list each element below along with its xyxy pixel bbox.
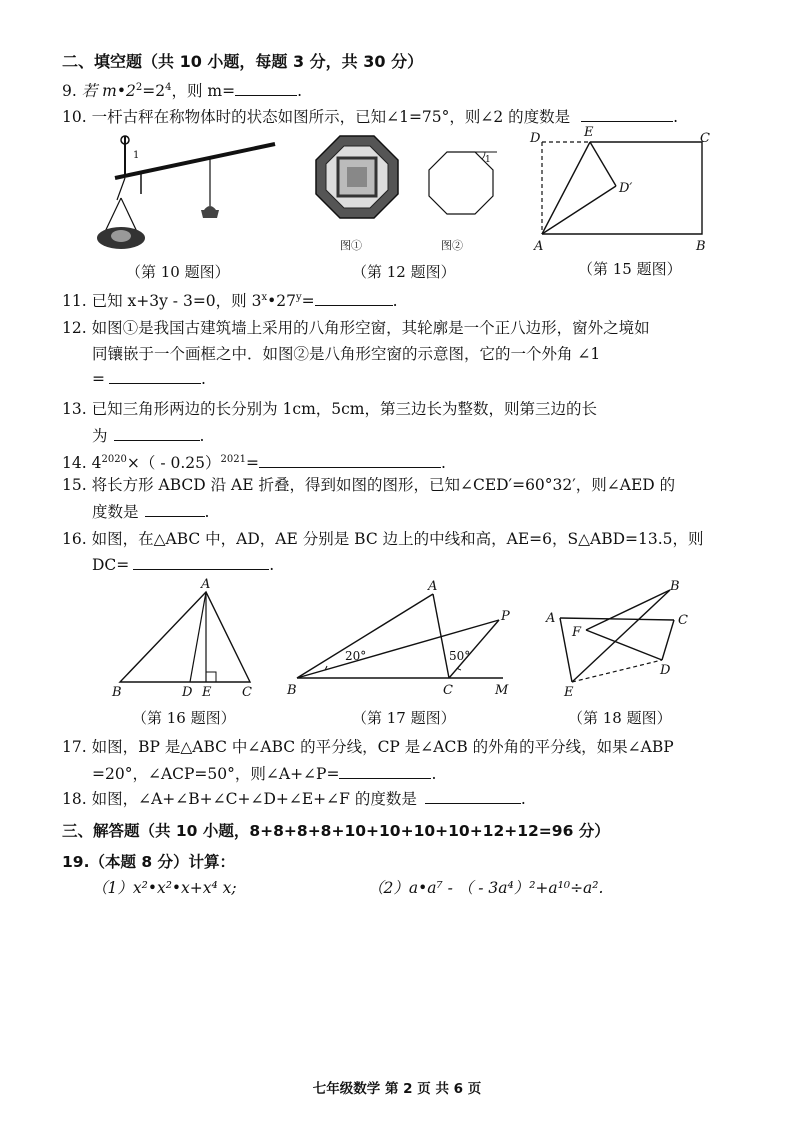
q10-number: 10. bbox=[62, 108, 87, 126]
question-19-part1: （1）x²•x²•x+x⁴ x; bbox=[92, 879, 237, 897]
q10-answer-blank[interactable] bbox=[581, 107, 673, 122]
fig15-label-Dprime: D′ bbox=[619, 181, 633, 196]
figure-17-triangle-bisectors bbox=[285, 578, 525, 698]
q14-base: 4 bbox=[91, 454, 102, 472]
figure-16-triangle bbox=[110, 578, 270, 698]
fig17-angle-20: 20° bbox=[345, 649, 367, 663]
fig12-label-1: 图① bbox=[340, 239, 362, 252]
q16-answer-blank[interactable] bbox=[133, 555, 269, 570]
caption-fig18: （第 18 题图） bbox=[568, 709, 672, 727]
fig16-label-A: A bbox=[201, 577, 211, 592]
caption-fig15: （第 15 题图） bbox=[578, 260, 682, 278]
question-18 bbox=[62, 787, 526, 809]
q9-answer-blank[interactable] bbox=[235, 81, 297, 96]
q16-text-2: DC= bbox=[92, 556, 130, 574]
q13-number: 13. bbox=[62, 400, 87, 418]
section-3-heading: 三、解答题（共 10 小题，8+8+8+8+10+10+10+10+12+12=96 分） bbox=[62, 822, 610, 840]
question-11 bbox=[62, 289, 398, 311]
caption-fig16: （第 16 题图） bbox=[132, 709, 236, 727]
caption-fig17: （第 17 题图） bbox=[352, 709, 456, 727]
question-9 bbox=[62, 79, 302, 101]
question-12-line3 bbox=[92, 369, 206, 388]
q9-number: 9. bbox=[62, 82, 77, 100]
q9-exp2: 4 bbox=[165, 81, 172, 93]
fig15-label-E: E bbox=[584, 125, 594, 140]
q17-answer-blank[interactable] bbox=[339, 764, 431, 779]
q14-post: = bbox=[245, 454, 259, 472]
figure-18-angles bbox=[540, 578, 700, 698]
fig17-label-P: P bbox=[501, 609, 510, 624]
q9-exp1: 2 bbox=[135, 81, 143, 93]
q11-end: . bbox=[392, 292, 398, 310]
q11-exp1: x bbox=[261, 291, 268, 303]
q12-text-1: 如图①是我国古建筑墙上采用的八角形空窗，其轮廓是一个正八边形，窗外之境如 bbox=[91, 319, 650, 337]
fig17-label-A: A bbox=[428, 579, 438, 594]
q15-text-2: 度数是 bbox=[92, 503, 139, 521]
figure-15-folded-rectangle bbox=[530, 125, 720, 258]
question-16-line2 bbox=[92, 555, 274, 574]
q9-mid: =2 bbox=[142, 82, 166, 100]
section-2-heading: 二、填空题（共 10 小题，每题 3 分，共 30 分） bbox=[62, 52, 424, 71]
q15-answer-blank[interactable] bbox=[145, 502, 205, 517]
q13-end: . bbox=[199, 427, 205, 445]
fig18-label-B: B bbox=[670, 579, 680, 594]
fig15-label-D: D bbox=[530, 131, 541, 146]
q14-answer-blank[interactable] bbox=[259, 453, 441, 468]
question-15-line1 bbox=[62, 473, 675, 495]
fig16-label-C: C bbox=[242, 685, 252, 700]
q11-answer-blank[interactable] bbox=[315, 291, 393, 306]
fig17-label-C: C bbox=[443, 683, 453, 698]
q18-end: . bbox=[520, 790, 526, 808]
q16-text-1: 如图，在△ABC 中，AD，AE 分别是 BC 边上的中线和高，AE=6，S△ABD=13.5，则 bbox=[91, 530, 704, 548]
fig18-label-C: C bbox=[678, 613, 688, 628]
q13-text-1: 已知三角形两边的长分别为 1cm，5cm，第三边长为整数，则第三边的长 bbox=[91, 400, 598, 418]
question-12-line1 bbox=[62, 316, 650, 338]
figure-12-octagon-diagram bbox=[427, 148, 497, 220]
q17-text-2: =20°，∠ACP=50°，则∠A+∠P= bbox=[92, 765, 340, 783]
fig15-label-B: B bbox=[696, 239, 706, 254]
q11-exp2: y bbox=[295, 291, 302, 303]
q11-number: 11. bbox=[62, 292, 87, 310]
q12-number: 12. bbox=[62, 319, 87, 337]
q9-text: 若 m•2 bbox=[81, 82, 136, 100]
q11-post: = bbox=[301, 292, 315, 310]
q12-end: . bbox=[201, 370, 206, 388]
q18-number: 18. bbox=[62, 790, 87, 808]
q14-mid: ×（ - 0.25） bbox=[126, 454, 221, 472]
q18-text: 如图，∠A+∠B+∠C+∠D+∠E+∠F 的度数是 bbox=[91, 790, 417, 808]
fig16-label-D: D bbox=[182, 685, 193, 700]
q17-text-1: 如图，BP 是△ABC 中∠ABC 的平分线，CP 是∠ACB 的外角的平分线，如果∠ABP bbox=[91, 738, 674, 756]
fig18-label-E: E bbox=[564, 685, 574, 700]
q14-number: 14. bbox=[62, 454, 87, 472]
q10-end: . bbox=[673, 108, 679, 126]
question-15-line2 bbox=[92, 500, 209, 522]
fig12-label-2: 图② bbox=[441, 239, 463, 252]
q18-answer-blank[interactable] bbox=[425, 789, 521, 804]
fig16-label-E: E bbox=[202, 685, 212, 700]
question-12-line2: 同镶嵌于一个画框之中．如图②是八角形空窗的示意图，它的一个外角 ∠1 bbox=[92, 345, 601, 363]
q15-number: 15. bbox=[62, 476, 87, 494]
fig17-label-M: M bbox=[495, 683, 509, 698]
q13-text-2: 为 bbox=[92, 427, 108, 445]
question-10 bbox=[62, 105, 678, 127]
caption-fig10: （第 10 题图） bbox=[126, 263, 230, 281]
q15-end: . bbox=[204, 503, 210, 521]
fig15-label-A: A bbox=[534, 239, 544, 254]
q9-post: ，则 m= bbox=[171, 82, 236, 100]
fig12-angle-label: 1 bbox=[485, 155, 491, 165]
question-16-line1 bbox=[62, 527, 704, 549]
q10-text: 一杆古秤在称物体时的状态如图所示，已知∠1=75°，则∠2 的度数是 bbox=[91, 108, 571, 126]
fig10-angle-label: 1 bbox=[133, 150, 140, 161]
figure-10-steelyard bbox=[95, 128, 295, 258]
question-14 bbox=[62, 451, 446, 473]
q11-text: 已知 x+3y - 3=0，则 3 bbox=[91, 292, 262, 310]
q11-mid: •27 bbox=[267, 292, 296, 310]
fig18-label-A: A bbox=[546, 611, 556, 626]
q17-number: 17. bbox=[62, 738, 87, 756]
caption-fig12: （第 12 题图） bbox=[352, 263, 456, 281]
page-footer: 七年级数学 第 2 页 共 6 页 bbox=[312, 1081, 482, 1097]
figure-12-octagon-window bbox=[314, 134, 400, 220]
q15-text-1: 将长方形 ABCD 沿 AE 折叠，得到如图的图形，已知∠CED′=60°32′，则∠AED 的 bbox=[91, 476, 676, 494]
fig17-angle-50: 50° bbox=[449, 649, 471, 663]
question-19-heading: 19.（本题 8 分）计算： bbox=[62, 853, 236, 871]
question-17-line1 bbox=[62, 735, 674, 757]
q16-number: 16. bbox=[62, 530, 87, 548]
fig17-label-B: B bbox=[287, 683, 297, 698]
q17-end: . bbox=[431, 765, 437, 783]
q13-answer-blank[interactable] bbox=[114, 426, 200, 441]
fig15-label-C: C bbox=[700, 131, 710, 146]
q14-exp1: 2020 bbox=[101, 453, 127, 465]
q16-end: . bbox=[269, 556, 275, 574]
fig18-label-F: F bbox=[572, 625, 582, 640]
question-13-line2 bbox=[92, 424, 204, 446]
q9-end: . bbox=[297, 82, 303, 100]
fig18-label-D: D bbox=[660, 663, 671, 678]
q12-text-3: = bbox=[92, 370, 105, 388]
question-13-line1 bbox=[62, 397, 597, 419]
fig16-label-B: B bbox=[112, 685, 122, 700]
question-19-part2: （2）a•a⁷ - （ - 3a⁴）²+a¹⁰÷a². bbox=[368, 879, 604, 897]
question-17-line2 bbox=[92, 762, 436, 784]
q14-end: . bbox=[440, 454, 446, 472]
q14-exp2: 2021 bbox=[220, 453, 246, 465]
q12-answer-blank[interactable] bbox=[109, 369, 201, 384]
